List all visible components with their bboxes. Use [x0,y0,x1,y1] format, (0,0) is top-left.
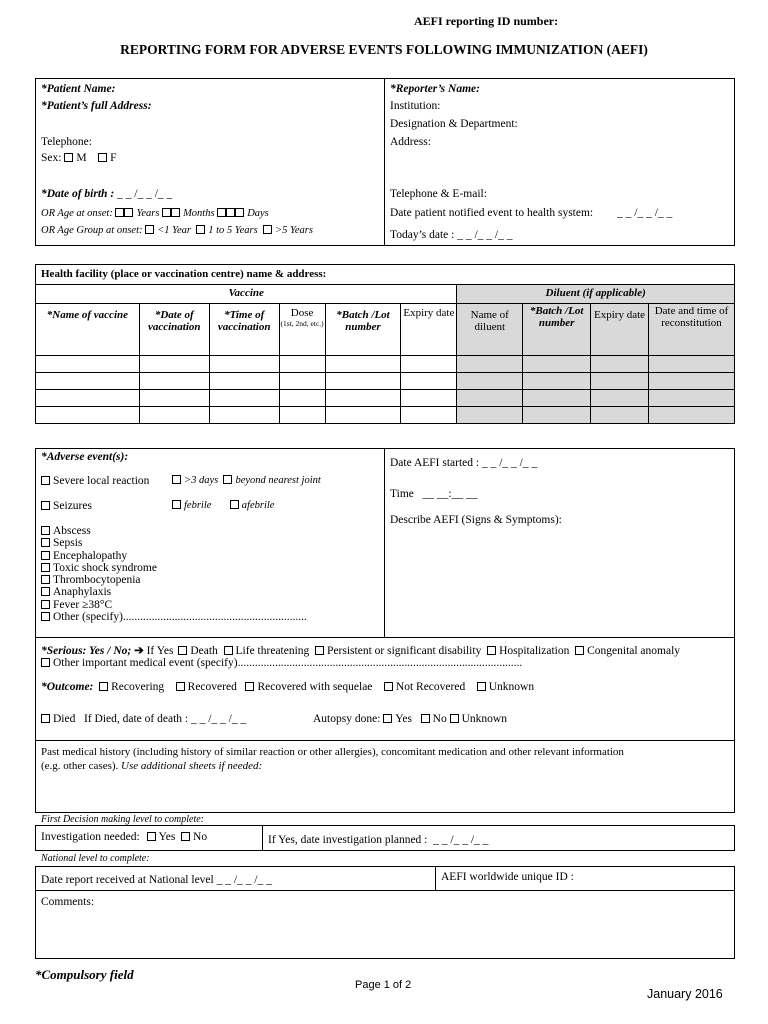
first-level-label: First Decision making level to complete: [41,814,205,825]
seizure-options-row: febrile afebrile [172,500,274,511]
col-time-vaccination: *Time of vaccination [209,304,279,356]
col-diluent-expiry: Expiry date [591,304,649,356]
died-row: Died If Died, date of death : _ _ /_ _ /_ _ [41,713,246,725]
recovered-sequelae-checkbox[interactable] [245,682,254,691]
dob-row[interactable]: *Date of birth : _ _ /_ _ /_ _ [41,188,173,200]
autopsy-unknown-checkbox[interactable] [450,714,459,723]
reporter-address-label[interactable]: Address: [390,136,431,148]
patient-sex-row: Sex: M F [41,152,117,164]
death-checkbox[interactable] [178,646,187,655]
age-group-gt5-checkbox[interactable] [263,225,272,234]
medical-history-label[interactable]: Past medical history (including history of similar reaction or other allergies), concomitant medication and other relevant information [41,746,624,758]
national-level-label: National level to complete: [41,853,150,864]
other-medical-event-checkbox[interactable] [41,658,50,667]
congenital-anomaly-checkbox[interactable] [575,646,584,655]
arrow-right-icon: ➔ [134,645,144,657]
age-month-box-1[interactable] [162,208,171,217]
describe-aefi-label[interactable]: Describe AEFI (Signs & Symptoms): [390,514,562,526]
list-item[interactable]: Toxic shock syndrome [41,562,307,574]
sex-f-checkbox[interactable] [98,153,107,162]
date-notified-field[interactable]: _ _ /_ _ /_ _ [617,207,673,219]
adverse-events-title: *Adverse event(s): [41,451,129,463]
age-year-box-2[interactable] [124,208,133,217]
sex-m-checkbox[interactable] [64,153,73,162]
investigation-planned-row[interactable]: If Yes, date investigation planned : _ _ /_ _ /_ _ [268,834,489,846]
other-medical-event-row: Other important medical event (specify)................................................................................................... [41,657,522,669]
list-item[interactable]: Thrombocytopenia [41,574,307,586]
age-day-box-2[interactable] [226,208,235,217]
age-group-1to5-checkbox[interactable] [196,225,205,234]
list-item[interactable]: Abscess [41,525,307,537]
adverse-event-section [35,448,735,813]
recovered-checkbox[interactable] [176,682,185,691]
col-batch: *Batch /Lot number [325,304,401,356]
list-item[interactable]: Encephalopathy [41,550,307,562]
age-group-lt1-checkbox[interactable] [145,225,154,234]
seizures-checkbox[interactable] [41,501,50,510]
investigation-row: Investigation needed: Yes No [41,831,208,843]
severe-options-row: >3 days beyond nearest joint [172,475,321,486]
footer-date: January 2016 [647,987,723,1001]
comments-label[interactable]: Comments: [41,896,95,908]
autopsy-row: Autopsy done: Yes No Unknown [313,713,507,725]
health-facility-label[interactable]: Health facility (place or vaccination centre) name & address: [36,265,735,285]
adverse-list [41,525,307,623]
reporter-name-label[interactable]: *Reporter’s Name: [390,83,480,95]
col-vaccine-name: *Name of vaccine [36,304,140,356]
age-month-box-2[interactable] [171,208,180,217]
form-title: REPORTING FORM FOR ADVERSE EVENTS FOLLOWING IMMUNIZATION (AEFI) [120,42,648,57]
patient-name-label[interactable]: *Patient Name: [41,83,116,95]
time-row[interactable]: Time __ __:__ __ [390,488,478,500]
not-recovered-checkbox[interactable] [384,682,393,691]
severe-local-checkbox[interactable] [41,476,50,485]
life-threatening-checkbox[interactable] [224,646,233,655]
date-received-row[interactable]: Date report received at National level _ _ /_ _ /_ _ [41,874,272,886]
table-row[interactable] [36,356,735,373]
todays-date-row[interactable]: Today’s date : _ _ /_ _ /_ _ [390,229,513,241]
death-date-field[interactable]: _ _ /_ _ /_ _ [190,713,247,725]
designation-label[interactable]: Designation & Department: [390,118,518,130]
febrile-checkbox[interactable] [172,500,181,509]
vaccine-section [35,264,735,424]
outcome-unknown-checkbox[interactable] [477,682,486,691]
medical-history-line2: (e.g. other cases). Use additional sheets if needed: [41,760,263,772]
table-row[interactable] [36,407,735,424]
col-date-vaccination: *Date of vaccination [139,304,209,356]
col-diluent-name: Name of diluent [457,304,523,356]
list-item[interactable]: Anaphylaxis [41,586,307,598]
unique-id-label[interactable]: AEFI worldwide unique ID : [441,871,574,883]
col-reconstitution: Date and time of reconstitution [649,304,735,356]
col-expiry: Expiry date [401,304,457,356]
page-number: Page 1 of 2 [355,979,412,991]
persistent-disability-checkbox[interactable] [315,646,324,655]
vaccine-header: Vaccine [36,285,457,304]
recovering-checkbox[interactable] [99,682,108,691]
list-item[interactable]: Sepsis [41,537,307,549]
telephone-email-label[interactable]: Telephone & E-mail: [390,188,487,200]
institution-label[interactable]: Institution: [390,100,441,112]
hospitalization-checkbox[interactable] [487,646,496,655]
autopsy-yes-checkbox[interactable] [383,714,392,723]
col-diluent-batch: *Batch /Lot number [523,304,591,356]
reporting-id-label: AEFI reporting ID number: [414,14,559,28]
age-day-box-3[interactable] [235,208,244,217]
table-row[interactable] [36,373,735,390]
date-aefi-started-row[interactable]: Date AEFI started : _ _ /_ _ /_ _ [390,457,538,469]
age-onset-row: OR Age at onset: Years Months Days [41,208,269,219]
col-dose: Dose (1st, 2nd, etc.) [279,304,325,356]
investigation-yes-checkbox[interactable] [147,832,156,841]
list-item[interactable]: Fever ≥38°C [41,599,307,611]
date-notified-label: Date patient notified event to health system: [390,207,594,219]
patient-address-label[interactable]: *Patient’s full Address: [41,100,152,112]
patient-telephone-label[interactable]: Telephone: [41,136,92,148]
investigation-no-checkbox[interactable] [181,832,190,841]
diluent-header: Diluent (if applicable) [457,285,735,304]
gt3days-checkbox[interactable] [172,475,181,484]
age-year-box-1[interactable] [115,208,124,217]
list-item[interactable]: Other (specify)................................................................ [41,611,307,623]
outcome-row: *Outcome: Recovering Recovered Recovered with sequelae Not Recovered Unknown [41,681,535,693]
died-checkbox[interactable] [41,714,50,723]
afebrile-checkbox[interactable] [230,500,239,509]
serious-row: *Serious: Yes / No; ➔ If Yes Death Life threatening Persistent or significant disability Hospitalization Congenital anomaly [41,645,681,657]
compulsory-note: *Compulsory field [35,967,134,982]
autopsy-no-checkbox[interactable] [421,714,430,723]
age-day-box-1[interactable] [217,208,226,217]
age-group-row: OR Age Group at onset: <1 Year 1 to 5 Years >5 Years [41,225,313,236]
table-row[interactable] [36,390,735,407]
seizures-row: Seizures [41,500,92,512]
beyond-joint-checkbox[interactable] [223,475,232,484]
severe-local-row: Severe local reaction [41,475,149,487]
